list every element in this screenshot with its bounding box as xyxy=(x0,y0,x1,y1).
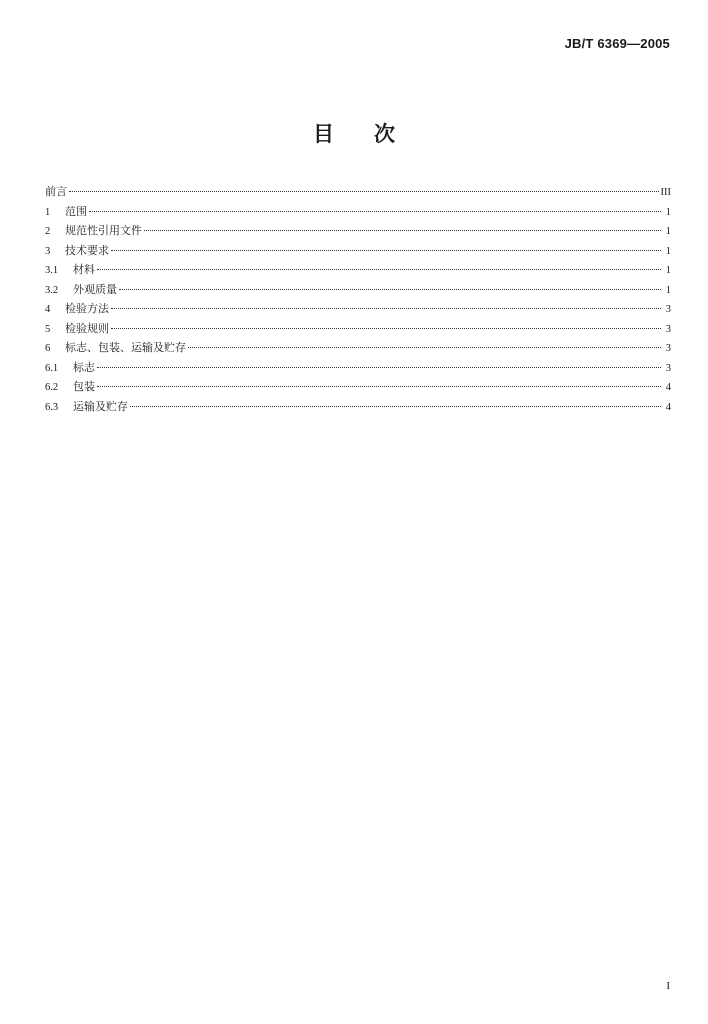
toc-entry-number: 6.1 xyxy=(45,362,59,374)
toc-entry-page: 4 xyxy=(665,401,671,413)
toc-leader-dots xyxy=(89,211,661,212)
toc-entry-label: 材料 xyxy=(73,263,95,276)
toc-entry-number: 5 xyxy=(45,323,51,335)
toc-entry-page: 1 xyxy=(665,245,671,257)
toc-leader-dots xyxy=(111,308,661,309)
toc-entry-page: 1 xyxy=(665,206,671,218)
toc-entry[interactable] xyxy=(45,221,671,241)
toc-entry-number: 4 xyxy=(45,304,51,315)
toc-entry-number: 6.3 xyxy=(45,401,59,413)
table-of-contents xyxy=(45,182,671,416)
toc-entry-label: 检验方法 xyxy=(65,302,109,315)
toc-entry-label: 外观质量 xyxy=(73,282,117,296)
toc-entry-label: 规范性引用文件 xyxy=(65,224,142,237)
toc-entry-page: 1 xyxy=(665,284,671,296)
toc-entry[interactable] xyxy=(45,202,671,222)
toc-entry-page: 3 xyxy=(665,362,671,374)
toc-entry-page: 1 xyxy=(665,226,671,237)
toc-entry-label: 标志、包装、运输及贮存 xyxy=(65,341,186,354)
toc-entry-number: 6.2 xyxy=(45,382,59,393)
toc-leader-dots xyxy=(144,230,661,231)
toc-leader-dots xyxy=(97,269,661,270)
toc-entry[interactable] xyxy=(45,319,671,339)
toc-leader-dots xyxy=(111,250,661,251)
toc-entry-number: 3.2 xyxy=(45,284,59,296)
toc-entry-page: 3 xyxy=(665,343,671,354)
toc-entry[interactable] xyxy=(45,280,671,300)
toc-entry-label: 标志 xyxy=(73,360,95,374)
toc-leader-dots xyxy=(130,406,661,407)
page-number: I xyxy=(666,980,670,992)
standard-number: JB/T 6369—2005 xyxy=(564,36,670,51)
toc-entry-page: 4 xyxy=(665,382,671,393)
toc-entry-label: 运输及贮存 xyxy=(73,399,128,413)
toc-entry-number: 3 xyxy=(45,245,51,257)
toc-leader-dots xyxy=(97,367,661,368)
toc-entry-label: 前言 xyxy=(45,185,67,198)
toc-entry[interactable] xyxy=(45,241,671,261)
toc-entry[interactable] xyxy=(45,397,671,417)
toc-leader-dots xyxy=(97,386,661,387)
toc-entry-page: III xyxy=(660,187,671,198)
toc-entry-number: 6 xyxy=(45,343,51,354)
toc-entry-page: 3 xyxy=(665,323,671,335)
toc-leader-dots xyxy=(119,289,661,290)
toc-entry[interactable] xyxy=(45,338,671,358)
toc-entry-label: 检验规则 xyxy=(65,321,109,335)
toc-entry[interactable] xyxy=(45,182,671,202)
toc-entry-label: 范围 xyxy=(65,204,87,218)
toc-entry[interactable] xyxy=(45,358,671,378)
toc-leader-dots xyxy=(69,191,659,192)
toc-entry[interactable] xyxy=(45,377,671,397)
toc-entry-label: 包装 xyxy=(73,380,95,393)
toc-entry[interactable] xyxy=(45,260,671,280)
toc-entry-number: 3.1 xyxy=(45,265,59,276)
toc-leader-dots xyxy=(111,328,661,329)
toc-entry-number: 2 xyxy=(45,226,51,237)
toc-leader-dots xyxy=(188,347,661,348)
toc-entry-page: 3 xyxy=(665,304,671,315)
toc-entry-label: 技术要求 xyxy=(65,243,109,257)
toc-entry[interactable] xyxy=(45,299,671,319)
page-title: 目次 xyxy=(313,122,435,146)
toc-entry-page: 1 xyxy=(665,265,671,276)
toc-entry-number: 1 xyxy=(45,206,51,218)
